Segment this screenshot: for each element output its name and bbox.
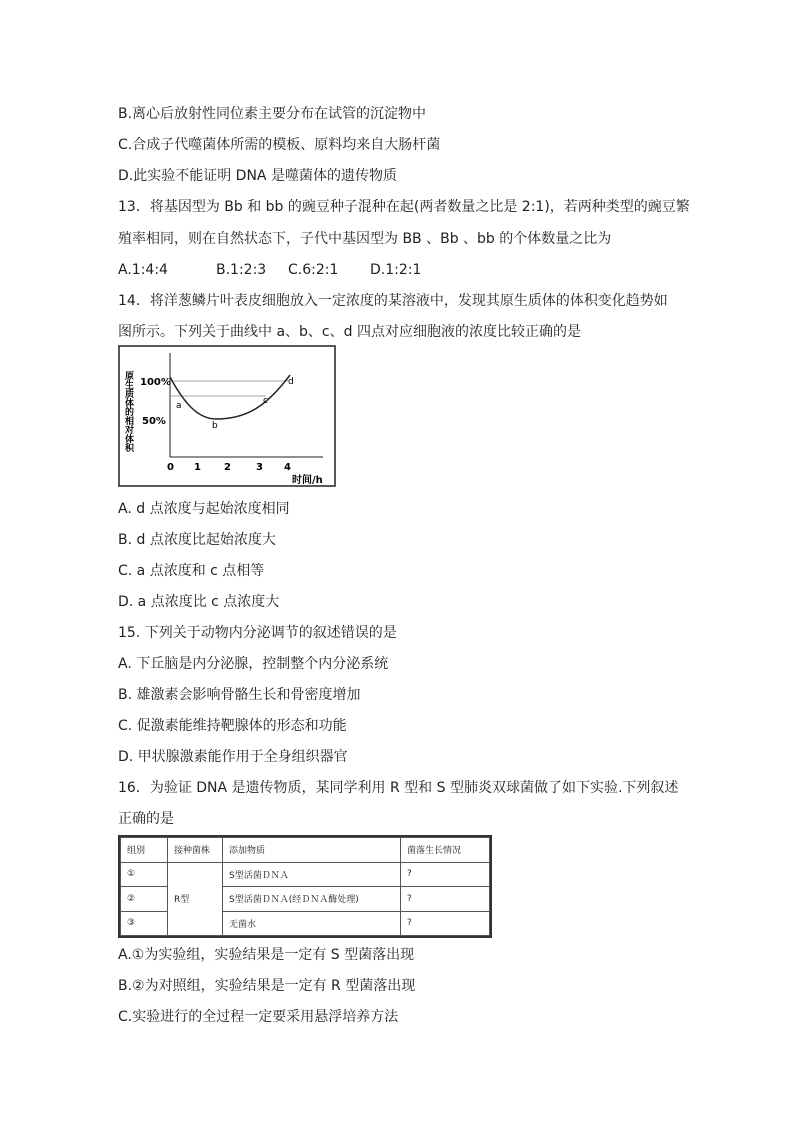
y-tick-50: 50%	[142, 416, 166, 427]
x-tick-3: 3	[256, 462, 263, 473]
chart-xlabel: 时间/h	[292, 475, 323, 486]
table-row	[121, 862, 490, 887]
question-16-stem-cont: 正确的是	[118, 811, 174, 827]
y-tick-100: 100%	[140, 377, 171, 388]
table-cell-result: ?	[401, 862, 490, 887]
question-14-stem-cont: 图所示。下列关于曲线中 a、b、c、d 四点对应细胞液的浓度比较正确的是	[118, 324, 581, 340]
option-c-text: C.合成子代噬菌体所需的模板、原料均来自大肠杆菌	[118, 137, 441, 153]
table-cell-substance: S型活菌ＤＮＡ(经ＤＮＡ酶处理)	[223, 887, 401, 912]
table-header: 组别	[121, 838, 168, 863]
table-header: 菌落生长情况	[401, 838, 490, 863]
question-13-options	[118, 261, 421, 279]
table-cell-group: ②	[121, 887, 168, 912]
question-13-stem: 13．将基因型为 Bb 和 bb 的豌豆种子混种在起(两者数量之比是 2:1)，若两种类型的豌豆繁	[118, 199, 690, 215]
chart-ylabel: 原生质体的相对体积	[123, 371, 133, 452]
q15-option-c: C. 促激素能维持靶腺体的形态和功能	[118, 718, 347, 734]
q15-option-a: A. 下丘脑是内分泌腺，控制整个内分泌系统	[118, 656, 389, 672]
table-header: 接种菌株	[168, 838, 223, 863]
q13-option-d: D.1:2:1	[370, 262, 422, 278]
table-cell-result: ?	[401, 911, 490, 936]
q13-option-c: C.6:2:1	[288, 262, 339, 278]
q15-option-b: B. 雄激素会影响骨骼生长和骨密度增加	[118, 687, 361, 703]
question-15-stem: 15. 下列关于动物内分泌调节的叙述错误的是	[118, 625, 397, 641]
q14-option-c: C. a 点浓度和 c 点相等	[118, 563, 265, 579]
point-label-a: a	[176, 401, 182, 411]
point-label-b: b	[212, 421, 218, 431]
table-header-row	[121, 838, 490, 863]
q15-option-d: D. 甲状腺激素能作用于全身组织器官	[118, 749, 348, 765]
table-cell-result: ?	[401, 887, 490, 912]
option-b-text: B.离心后放射性同位素主要分布在试管的沉淀物中	[118, 106, 427, 122]
q14-option-b: B. d 点浓度比起始浓度大	[118, 532, 276, 548]
q14-option-d: D. a 点浓度比 c 点浓度大	[118, 594, 280, 610]
question-13-stem-cont: 殖率相同，则在自然状态下，子代中基因型为 BB 、Bb 、bb 的个体数量之比为	[118, 231, 612, 247]
q13-option-b: B.1:2:3	[216, 262, 267, 278]
table-cell-substance: S型活菌ＤＮＡ	[223, 862, 401, 887]
table-cell-substance: 无菌水	[223, 911, 401, 936]
x-tick-4: 4	[284, 462, 291, 473]
experiment-table	[118, 835, 492, 938]
table-cell-group: ③	[121, 911, 168, 936]
question-16-stem: 16．为验证 DNA 是遗传物质，某同学利用 R 型和 S 型肺炎双球菌做了如下实验.下列叙述	[118, 780, 679, 796]
x-tick-0: 0	[167, 462, 174, 473]
x-tick-1: 1	[194, 462, 201, 473]
q16-option-c: C.实验进行的全过程一定要采用悬浮培养方法	[118, 1009, 399, 1025]
volume-chart-figure	[118, 345, 336, 487]
point-label-c: c	[263, 396, 268, 406]
q16-option-b: B.②为对照组，实验结果是一定有 R 型菌落出现	[118, 978, 416, 994]
x-tick-2: 2	[224, 462, 231, 473]
q14-option-a: A. d 点浓度与起始浓度相同	[118, 501, 290, 517]
question-14-stem: 14．将洋葱鳞片叶表皮细胞放入一定浓度的某溶液中，发现其原生质体的体积变化趋势如	[118, 293, 668, 309]
table-cell-group: ①	[121, 862, 168, 887]
volume-chart	[118, 345, 336, 487]
q13-option-a: A.1:4:4	[118, 262, 168, 278]
point-label-d: d	[288, 377, 294, 387]
q16-option-a: A.①为实验组，实验结果是一定有 S 型菌落出现	[118, 947, 415, 963]
table-cell-strain: R型	[168, 862, 223, 936]
table-header: 添加物质	[223, 838, 401, 863]
option-d-text: D.此实验不能证明 DNA 是噬菌体的遗传物质	[118, 168, 397, 184]
